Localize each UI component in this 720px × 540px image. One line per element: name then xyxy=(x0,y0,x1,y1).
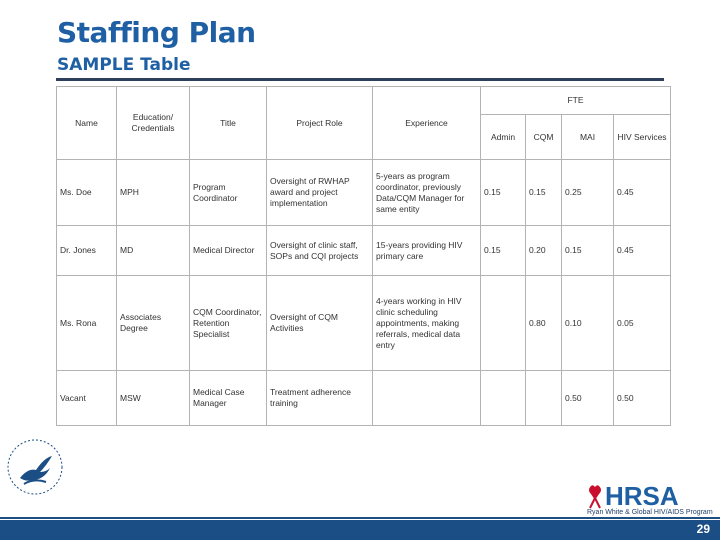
staffing-table xyxy=(56,86,671,426)
cell-cqm: 0.15 xyxy=(526,160,562,226)
cell-admin xyxy=(481,276,526,371)
footer-line xyxy=(0,517,720,519)
cell-cqm: 0.80 xyxy=(526,276,562,371)
slide-title: Staffing Plan xyxy=(57,16,256,49)
cell-hiv: 0.45 xyxy=(614,226,671,276)
cell-role: Oversight of clinic staff, SOPs and CQI projects xyxy=(267,226,373,276)
cell-mai: 0.10 xyxy=(562,276,614,371)
header-education: Education/ Credentials xyxy=(117,87,190,160)
cell-hiv: 0.05 xyxy=(614,276,671,371)
table-row xyxy=(57,226,671,276)
cell-title: CQM Coordinator, Retention Specialist xyxy=(190,276,267,371)
table-row xyxy=(57,160,671,226)
cell-experience xyxy=(373,371,481,426)
cell-cqm: 0.20 xyxy=(526,226,562,276)
cell-title: Medical Case Manager xyxy=(190,371,267,426)
cell-education: MPH xyxy=(117,160,190,226)
cell-mai: 0.15 xyxy=(562,226,614,276)
slide-subtitle: SAMPLE Table xyxy=(57,55,191,75)
header-mai: MAI xyxy=(562,115,614,160)
header-hiv-services: HIV Services xyxy=(614,115,671,160)
cell-experience: 5-years as program coordinator, previously Data/CQM Manager for same entity xyxy=(373,160,481,226)
cell-admin: 0.15 xyxy=(481,226,526,276)
cell-experience: 4-years working in HIV clinic scheduling appointments, making referrals, medical data entry xyxy=(373,276,481,371)
cell-name: Ms. Doe xyxy=(57,160,117,226)
cell-admin xyxy=(481,371,526,426)
title-divider xyxy=(56,78,664,81)
cell-role: Treatment adherence training xyxy=(267,371,373,426)
header-project-role: Project Role xyxy=(267,87,373,160)
footer-bar xyxy=(0,520,720,540)
cell-experience: 15-years providing HIV primary care xyxy=(373,226,481,276)
cell-hiv: 0.45 xyxy=(614,160,671,226)
header-fte: FTE xyxy=(481,87,671,115)
cell-mai: 0.25 xyxy=(562,160,614,226)
header-admin: Admin xyxy=(481,115,526,160)
hrsa-logo xyxy=(585,480,713,516)
cell-hiv: 0.50 xyxy=(614,371,671,426)
table-row xyxy=(57,276,671,371)
cell-admin: 0.15 xyxy=(481,160,526,226)
cell-title: Program Coordinator xyxy=(190,160,267,226)
page-number: 29 xyxy=(696,522,710,536)
cell-name: Dr. Jones xyxy=(57,226,117,276)
hrsa-wordmark: HRSA xyxy=(605,481,679,511)
hhs-seal-logo xyxy=(6,438,64,496)
cell-name: Vacant xyxy=(57,371,117,426)
cell-title: Medical Director xyxy=(190,226,267,276)
cell-education: Associates Degree xyxy=(117,276,190,371)
header-cqm: CQM xyxy=(526,115,562,160)
hrsa-tagline: Ryan White & Global HIV/AIDS Program xyxy=(587,509,713,516)
header-name: Name xyxy=(57,87,117,160)
header-experience: Experience xyxy=(373,87,481,160)
cell-name: Ms. Rona xyxy=(57,276,117,371)
table-row xyxy=(57,371,671,426)
cell-cqm xyxy=(526,371,562,426)
cell-mai: 0.50 xyxy=(562,371,614,426)
cell-role: Oversight of CQM Activities xyxy=(267,276,373,371)
cell-role: Oversight of RWHAP award and project implementation xyxy=(267,160,373,226)
cell-education: MSW xyxy=(117,371,190,426)
header-title: Title xyxy=(190,87,267,160)
cell-education: MD xyxy=(117,226,190,276)
